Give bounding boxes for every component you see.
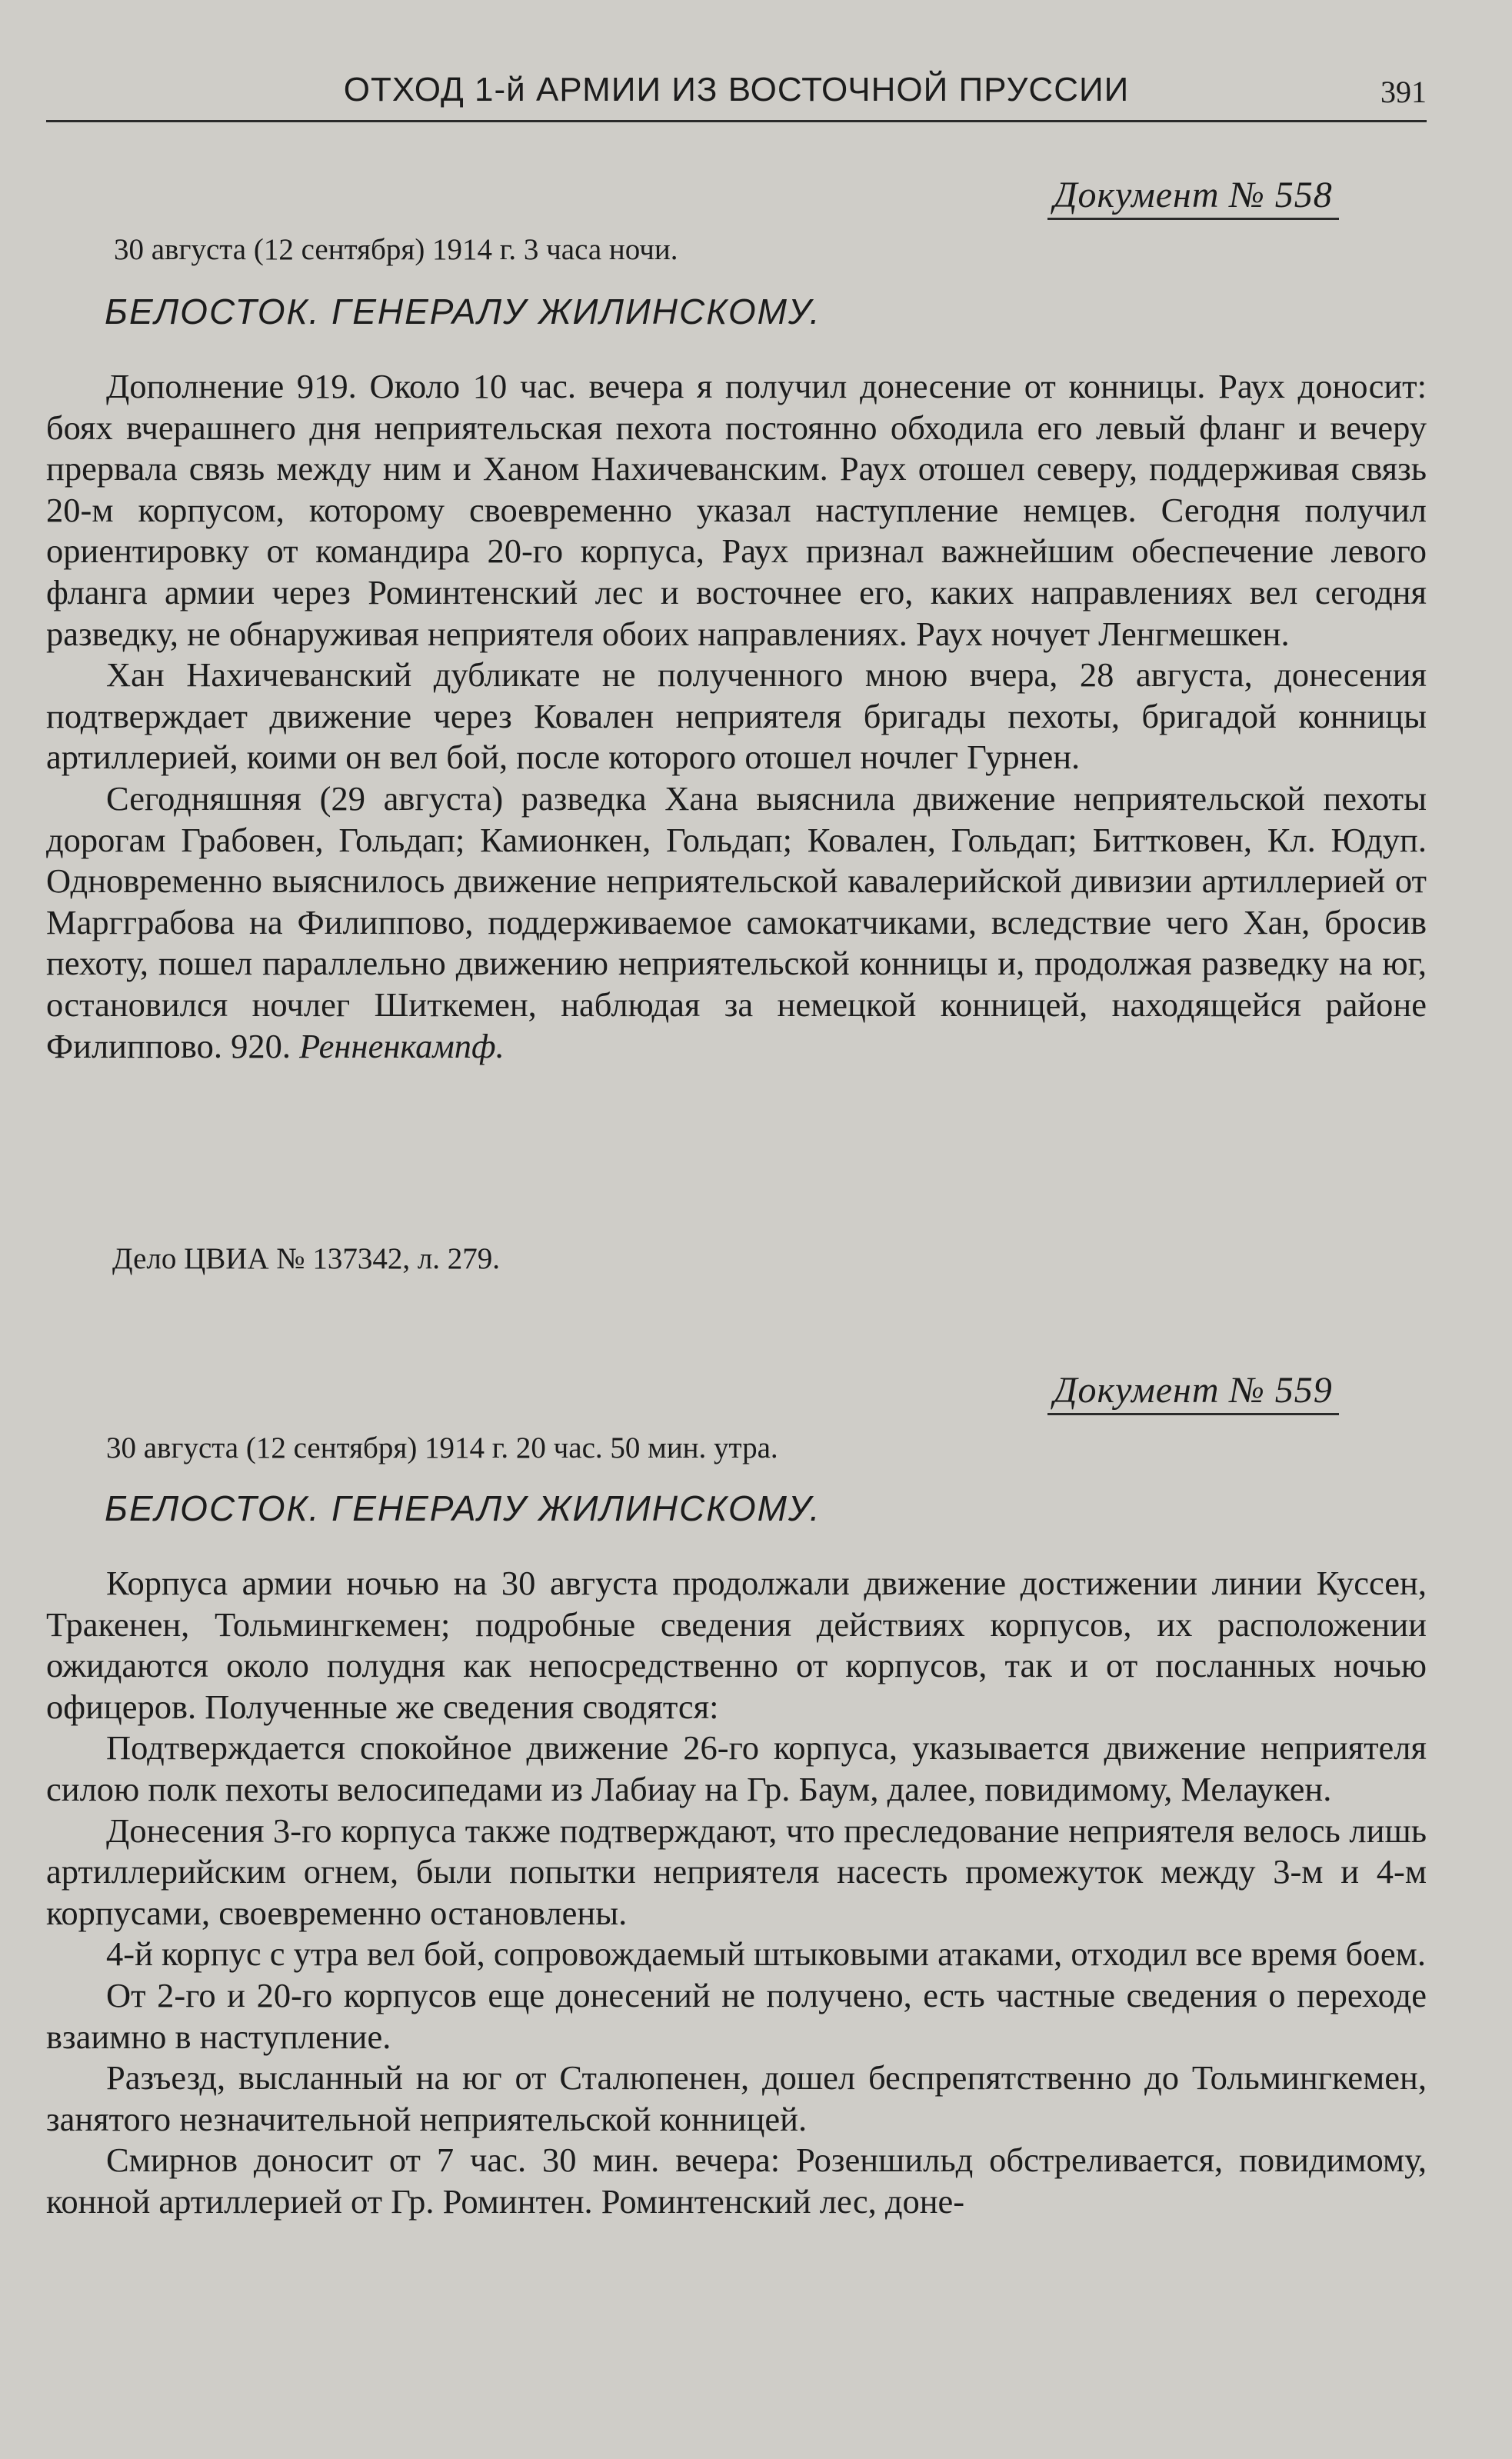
paragraph: Донесения 3-го корпуса также подтверждают, что преследование неприятеля велось лишь артиллерийским огнем, были попытки неприятеля насесть промежуток между 3-м и 4-м корпусами, своевременно остановлены. xyxy=(46,1811,1427,1932)
paragraph: Подтверждается спокойное движение 26-го корпуса, указывается движение неприятеля силою полк пехоты велосипедами из Лабиау на Гр. Баум, далее, повидимому, Мелаукен. xyxy=(46,1728,1427,1808)
archive-reference: Дело ЦВИА № 137342, л. 279. xyxy=(112,1242,501,1275)
paragraph: От 2-го и 20-го корпусов еще донесений не получено, есть частные сведения о переходе взаимно в наступление. xyxy=(46,1975,1427,2056)
paragraph: Хан Нахичеванский дубликате не полученного мною вчера, 28 августа, донесения подтверждает движение через Ковален неприятеля бригады пехоты, бригадой конницы артиллерией, коими он вел бой, после которого отошел ночлег Гурнен. xyxy=(46,655,1427,777)
paragraph: Разъезд, высланный на юг от Сталюпенен, дошел беспрепятственно до Тольмингкемен, занятого незначительной неприятельской конницей. xyxy=(46,2058,1427,2138)
running-title: ОТХОД 1-й АРМИИ ИЗ ВОСТОЧНОЙ ПРУССИИ xyxy=(343,71,1130,108)
document-label: Документ № 558 xyxy=(1047,174,1339,220)
running-header xyxy=(46,71,1427,122)
paragraph: Корпуса армии ночью на 30 августа продолжали движение достижении линии Куссен, Тракенен, Тольмингкемен; подробные сведения действиях корпусов, их расположении ожидаются около полудня как непосредственно от корпусов, так и от посланных ночью офицеров. Полученные же сведения сводятся: xyxy=(46,1564,1427,1726)
paragraph xyxy=(46,778,1427,1067)
paragraph: Смирнов доносит от 7 час. 30 мин. вечера: Розеншильд обстреливается, повидимому, конной артиллерией от Гр. Роминтен. Роминтенский лес, доне- xyxy=(46,2141,1427,2221)
document-body xyxy=(46,366,1427,1067)
document-date: 30 августа (12 сентября) 1914 г. 20 час. 50 мин. утра. xyxy=(106,1431,778,1464)
document-addressee: БЕЛОСТОК. ГЕНЕРАЛУ ЖИЛИНСКОМУ. xyxy=(105,292,821,332)
document-addressee: БЕЛОСТОК. ГЕНЕРАЛУ ЖИЛИНСКОМУ. xyxy=(105,1488,821,1528)
paragraph-text: Сегодняшняя (29 августа) разведка Хана выяснила движение неприятельской пехоты дорогам Грабовен, Гольдап; Камионкен, Гольдап; Ковален, Гольдап; Битткoвен, Кл. Юдуп. Одновременно выяснилось движение неприятельской кавалерийской дивизии артиллерией от Маргграбова на Филиппово, поддерживаемое самокатчиками, вследствие чего Хан, бросив пехоту, пошел параллельно движению неприятельской конницы и, продолжая разведку на юг, остановился ночлег Шиткемен, наблюдая за немецкой конницей, находящейся районе Филиппово. 920. xyxy=(46,778,1427,1065)
document-label: Документ № 559 xyxy=(1047,1369,1339,1415)
document-date: 30 августа (12 сентября) 1914 г. 3 часа ночи. xyxy=(114,233,678,266)
document-body xyxy=(46,1563,1427,2223)
paragraph: 4-й корпус с утра вел бой, сопровождаемый штыковыми атаками, отходил все время боем. xyxy=(106,1934,1426,1974)
page-number: 391 xyxy=(1380,75,1427,109)
paragraph: Дополнение 919. Около 10 час. вечера я получил донесение от конницы. Раух доносит: боях вчерашнего дня неприятельская пехота постоянно обходила его левый фланг и вечеру прервала связь между ним и Ханом Нахичеванским. Раух отошел северу, поддерживая связь 20-м корпусом, которому своевременно указал наступление немцев. Сегодня получил ориентировку от командира 20-го корпуса, Раух признал важнейшим обеспечение левого фланга армии через Роминтенский лес и восточнее его, каких направлениях вел сегодня разведку, не обнаруживая неприятеля обоих направлениях. Раух ночует Ленгмешкен. xyxy=(46,367,1427,653)
signature: Ренненкампф. xyxy=(299,1026,505,1065)
